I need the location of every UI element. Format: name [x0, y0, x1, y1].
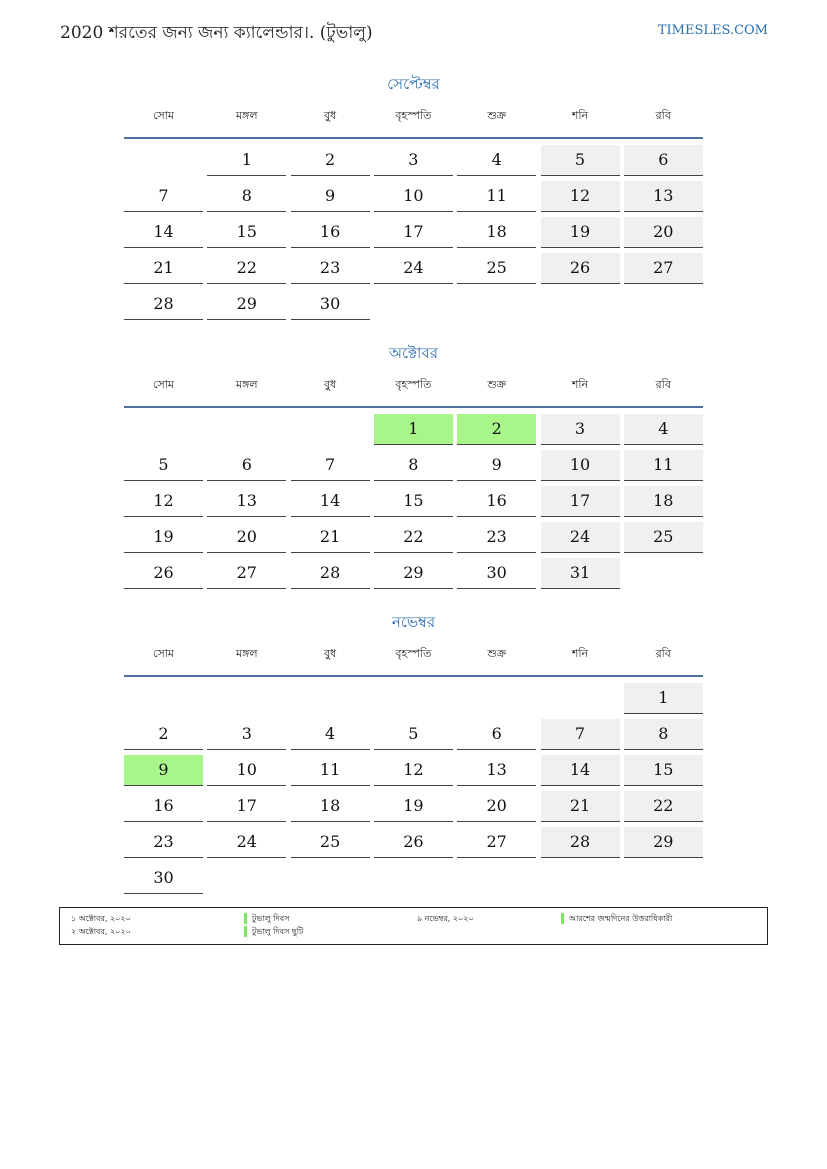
day-cell: 22: [374, 522, 453, 553]
day-cell: 11: [291, 755, 370, 786]
day-cell: 27: [624, 253, 703, 284]
day-cell: 6: [207, 450, 286, 481]
day-cell: 3: [541, 414, 620, 445]
day-cell: 2: [124, 719, 203, 750]
day-cell: 5: [541, 145, 620, 176]
day-cell: 10: [207, 755, 286, 786]
day-cell: 13: [457, 755, 536, 786]
day-cell: 15: [624, 755, 703, 786]
day-cell: 17: [207, 791, 286, 822]
day-cell: 23: [124, 827, 203, 858]
day-cell: 9: [291, 181, 370, 212]
day-cell: 20: [457, 791, 536, 822]
day-cell: 27: [457, 827, 536, 858]
legend-date: ২ অক্টোবর, ২০২০: [71, 927, 131, 936]
weekday-label: রবি: [655, 109, 671, 122]
day-cell: 25: [624, 522, 703, 553]
day-cell: 28: [124, 289, 203, 320]
weekday-label: রবি: [655, 378, 671, 391]
weekday-header: [124, 109, 703, 139]
day-cell: 2: [291, 145, 370, 176]
day-cell: 17: [541, 486, 620, 517]
day-cell: 5: [124, 450, 203, 481]
weekday-label: মঙ্গল: [235, 109, 258, 122]
weekday-label: শনি: [571, 109, 589, 122]
day-cell: 5: [374, 719, 453, 750]
month-title: নভেম্বর: [391, 613, 436, 631]
day-cell: 21: [124, 253, 203, 284]
day-cell: 29: [207, 289, 286, 320]
day-cell: 4: [624, 414, 703, 445]
holiday-legend: [59, 907, 768, 945]
day-cell: 17: [374, 217, 453, 248]
day-cell: 25: [457, 253, 536, 284]
day-cell: 13: [624, 181, 703, 212]
day-cell: 21: [541, 791, 620, 822]
day-cell: 12: [124, 486, 203, 517]
day-cell: 11: [624, 450, 703, 481]
day-cell: 1: [207, 145, 286, 176]
weekday-label: বুধ: [323, 109, 337, 122]
legend-date: ১ অক্টোবর, ২০২০: [71, 914, 131, 923]
day-cell: 13: [207, 486, 286, 517]
day-cell: 16: [124, 791, 203, 822]
month-title: সেপ্টেম্বর: [387, 75, 440, 93]
day-cell: 3: [374, 145, 453, 176]
legend-holiday-name: আরশের জন্মদিনের উত্তরাধিকারী: [569, 914, 673, 923]
day-cell: 30: [124, 863, 203, 894]
day-cell: 12: [374, 755, 453, 786]
day-cell: 25: [291, 827, 370, 858]
weekday-label: বৃহস্পতি: [395, 109, 432, 122]
day-cell: 29: [374, 558, 453, 589]
weekday-label: শনি: [571, 647, 589, 660]
day-cell: 16: [291, 217, 370, 248]
day-cell: 4: [291, 719, 370, 750]
weekday-label: মঙ্গল: [235, 378, 258, 391]
weekday-label: শুক্র: [487, 378, 507, 391]
day-cell: 12: [541, 181, 620, 212]
day-cell: 18: [291, 791, 370, 822]
day-cell: 10: [541, 450, 620, 481]
day-cell: 3: [207, 719, 286, 750]
day-cell: 23: [457, 522, 536, 553]
day-cell: 29: [624, 827, 703, 858]
weekday-label: রবি: [655, 647, 671, 660]
weekday-label: বৃহস্পতি: [395, 647, 432, 660]
day-cell: 9: [457, 450, 536, 481]
day-cell: 30: [291, 289, 370, 320]
day-cell: 18: [457, 217, 536, 248]
day-cell: 19: [124, 522, 203, 553]
day-cell: 26: [374, 827, 453, 858]
weekday-label: বুধ: [323, 378, 337, 391]
weekday-label: মঙ্গল: [235, 647, 258, 660]
day-cell: 20: [207, 522, 286, 553]
legend-date: ৯ নভেম্বর, ২০২০: [417, 914, 474, 923]
day-cell: 1: [624, 683, 703, 714]
holiday-day-cell: 1: [374, 414, 453, 445]
weekday-label: শুক্র: [487, 647, 507, 660]
day-cell: 30: [457, 558, 536, 589]
day-cell: 21: [291, 522, 370, 553]
site-link[interactable]: TIMESLES.COM: [657, 23, 768, 38]
day-cell: 4: [457, 145, 536, 176]
weekday-label: সোম: [152, 109, 175, 122]
day-cell: 14: [541, 755, 620, 786]
day-cell: 22: [624, 791, 703, 822]
weekday-header: [124, 378, 703, 408]
weekday-label: শুক্র: [487, 109, 507, 122]
day-cell: 31: [541, 558, 620, 589]
day-cell: 22: [207, 253, 286, 284]
day-cell: 28: [541, 827, 620, 858]
holiday-color-marker: [561, 913, 564, 924]
day-cell: 20: [624, 217, 703, 248]
legend-holiday-name: টুভালু দিবস: [252, 914, 290, 923]
day-cell: 6: [457, 719, 536, 750]
day-cell: 16: [457, 486, 536, 517]
weekday-label: সোম: [152, 647, 175, 660]
holiday-day-cell: 2: [457, 414, 536, 445]
day-cell: 7: [291, 450, 370, 481]
day-cell: 27: [207, 558, 286, 589]
day-cell: 26: [541, 253, 620, 284]
day-cell: 19: [374, 791, 453, 822]
day-cell: 14: [291, 486, 370, 517]
day-cell: 24: [541, 522, 620, 553]
month-title: অক্টোবর: [388, 344, 439, 362]
holiday-color-marker: [244, 913, 247, 924]
legend-holiday-name: টুভালু দিবস ছুটি: [252, 927, 304, 936]
day-cell: 24: [374, 253, 453, 284]
weekday-header: [124, 647, 703, 677]
day-cell: 6: [624, 145, 703, 176]
day-cell: 28: [291, 558, 370, 589]
day-cell: 24: [207, 827, 286, 858]
day-cell: 14: [124, 217, 203, 248]
holiday-color-marker: [244, 926, 247, 937]
weekday-label: শনি: [571, 378, 589, 391]
weekday-label: বুধ: [323, 647, 337, 660]
day-cell: 18: [624, 486, 703, 517]
weekday-label: বৃহস্পতি: [395, 378, 432, 391]
day-cell: 8: [374, 450, 453, 481]
day-cell: 7: [124, 181, 203, 212]
day-cell: 19: [541, 217, 620, 248]
day-cell: 15: [374, 486, 453, 517]
day-cell: 15: [207, 217, 286, 248]
day-cell: 8: [207, 181, 286, 212]
day-cell: 26: [124, 558, 203, 589]
day-cell: 8: [624, 719, 703, 750]
holiday-day-cell: 9: [124, 755, 203, 786]
day-cell: 10: [374, 181, 453, 212]
day-cell: 7: [541, 719, 620, 750]
day-cell: 11: [457, 181, 536, 212]
weekday-label: সোম: [152, 378, 175, 391]
day-cell: 23: [291, 253, 370, 284]
page-title: 2020 শরতের জন্য জন্য ক্যালেন্ডার।. (টুভালু): [60, 23, 373, 43]
